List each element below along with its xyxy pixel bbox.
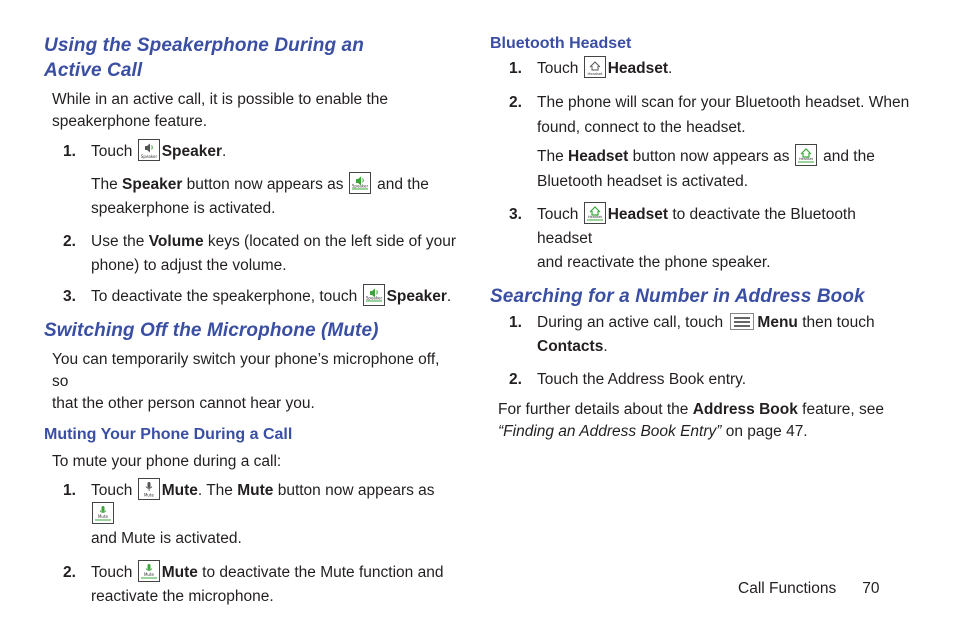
speaker-icon xyxy=(363,284,385,306)
step-post: to deactivate the Mute function and xyxy=(202,564,444,581)
step-bold2: Contacts xyxy=(537,338,604,355)
further-details xyxy=(490,399,910,443)
bt-step-3 xyxy=(490,203,910,275)
note-line2: speakerphone is activated. xyxy=(91,200,276,217)
menu-icon xyxy=(730,313,754,330)
note-bold: Headset xyxy=(568,148,629,165)
left-column xyxy=(44,33,459,609)
cross-reference: “Finding an Address Book Entry” xyxy=(498,423,722,440)
bt-step-1 xyxy=(490,57,910,81)
step-bold: Mute xyxy=(161,564,198,581)
step-line2: and Mute is activated. xyxy=(91,530,242,547)
step-post: then touch xyxy=(802,314,875,331)
headset-icon xyxy=(584,56,606,78)
mute-intro-line2: that the other person cannot hear you. xyxy=(52,395,315,412)
intro-line2: speakerphone feature. xyxy=(52,113,208,130)
step-bold: Speaker xyxy=(386,288,447,305)
step-bold: Volume xyxy=(148,233,204,250)
step-bold: Headset xyxy=(607,60,668,77)
mute-icon-caption: Mute xyxy=(143,571,154,577)
step-line2: reactivate the microphone. xyxy=(91,588,274,605)
page-number: 70 xyxy=(862,580,880,597)
mute-heading: Switching Off the Microphone (Mute) xyxy=(44,320,379,341)
step-number: 2. xyxy=(509,371,522,388)
note-pre: The xyxy=(537,148,564,165)
speaker-icon-caption: Speaker xyxy=(365,295,382,301)
speaker-step-2 xyxy=(44,230,459,278)
speaker-step-1 xyxy=(44,140,459,164)
note-mid: button now appears as xyxy=(186,176,344,193)
mute-icon xyxy=(138,478,160,500)
step-bold: Mute xyxy=(161,482,198,499)
speaker-step-3 xyxy=(44,285,459,309)
intro-line1: While in an active call, it is possible to enable the xyxy=(52,91,389,108)
step-bold: Speaker xyxy=(161,143,223,160)
mute-intro-line1: You can temporarily switch your phone’s microphone off, so xyxy=(52,351,440,390)
step-number: 2. xyxy=(509,94,522,111)
footer-section: Call Functions xyxy=(738,580,837,597)
step-post2: . xyxy=(603,338,608,355)
step-text: Touch xyxy=(537,206,579,223)
bt-note xyxy=(490,144,910,194)
further-post: feature, see xyxy=(802,401,884,418)
step-number: 3. xyxy=(63,288,76,305)
headset-icon-caption: Headset xyxy=(798,157,813,162)
step-text: During an active call, touch xyxy=(537,314,724,331)
step-text: Touch xyxy=(91,482,133,499)
step-line2: found, connect to the headset. xyxy=(537,119,746,136)
address-book-heading: Searching for a Number in Address Book xyxy=(490,286,865,307)
mute-intro xyxy=(44,349,459,415)
search-step-2 xyxy=(490,368,910,392)
mute-active-icon xyxy=(92,502,114,524)
note-mid: button now appears as xyxy=(632,148,790,165)
speaker-note xyxy=(44,173,459,221)
mute-icon-caption: Mute xyxy=(143,492,154,498)
step-post: . xyxy=(222,143,227,160)
headset-icon-caption: Headset xyxy=(587,71,603,76)
speakerphone-heading-line1: Using the Speakerphone During an xyxy=(44,35,364,56)
step-number: 3. xyxy=(509,206,522,223)
further-bold: Address Book xyxy=(692,401,798,418)
step-text: Touch xyxy=(91,564,133,581)
step-mid: . The xyxy=(197,482,233,499)
mute-step-1 xyxy=(44,479,459,551)
step-text: Touch the Address Book entry. xyxy=(537,371,747,388)
note-pre: The xyxy=(91,176,118,193)
step-number: 1. xyxy=(63,482,76,499)
step-text: Touch xyxy=(537,60,579,77)
step-post: . xyxy=(446,288,452,305)
step-number: 1. xyxy=(509,314,522,331)
step-line2: and reactivate the phone speaker. xyxy=(537,254,771,271)
step-bold: Menu xyxy=(757,314,798,331)
speakerphone-heading xyxy=(44,33,459,83)
step-text: Use the xyxy=(91,233,145,250)
speaker-icon-caption: Speaker xyxy=(351,183,368,189)
further-tail: on page 47. xyxy=(725,423,808,440)
mute-step-2 xyxy=(44,561,459,609)
step-number: 1. xyxy=(63,143,76,160)
speaker-active-icon xyxy=(349,172,371,194)
mute-icon-caption: Mute xyxy=(97,513,109,519)
further-pre: For further details about the xyxy=(498,401,689,418)
headset-icon-caption: Headset xyxy=(587,215,602,220)
speaker-icon xyxy=(138,139,160,161)
step-post: keys (located on the left side of your xyxy=(203,233,457,250)
step-number: 1. xyxy=(509,60,522,77)
bluetooth-subheading: Bluetooth Headset xyxy=(490,35,632,52)
right-column xyxy=(490,33,910,443)
step-bold: Headset xyxy=(607,206,668,223)
mute-icon xyxy=(138,560,160,582)
step-bold2: Mute xyxy=(237,482,274,499)
step-post: button now appears as xyxy=(277,482,435,499)
step-line2: phone) to adjust the volume. xyxy=(91,257,287,274)
step-number: 2. xyxy=(63,233,76,250)
muting-subheading: Muting Your Phone During a Call xyxy=(44,426,293,443)
step-post: to deactivate the Bluetooth headset xyxy=(537,206,856,247)
step-post: . xyxy=(668,60,673,77)
note-line2: Bluetooth headset is activated. xyxy=(537,173,749,190)
step-line1: The phone will scan for your Bluetooth headset. When xyxy=(537,94,910,111)
step-text: Touch xyxy=(91,143,133,160)
note-post: and the xyxy=(823,148,875,165)
speakerphone-heading-line2: Active Call xyxy=(44,60,143,81)
note-bold: Speaker xyxy=(122,176,183,193)
search-step-1 xyxy=(490,311,910,359)
step-text: To deactivate the speakerphone, touch xyxy=(91,288,358,305)
headset-active-icon xyxy=(795,144,817,166)
step-number: 2. xyxy=(63,564,76,581)
mute-lead: To mute your phone during a call: xyxy=(52,453,282,470)
speakerphone-intro xyxy=(44,89,459,133)
note-post: and the xyxy=(377,176,429,193)
headset-icon xyxy=(584,202,606,224)
bt-step-2 xyxy=(490,90,910,140)
speaker-icon-caption: Speaker xyxy=(140,153,157,159)
page-footer xyxy=(738,579,879,599)
